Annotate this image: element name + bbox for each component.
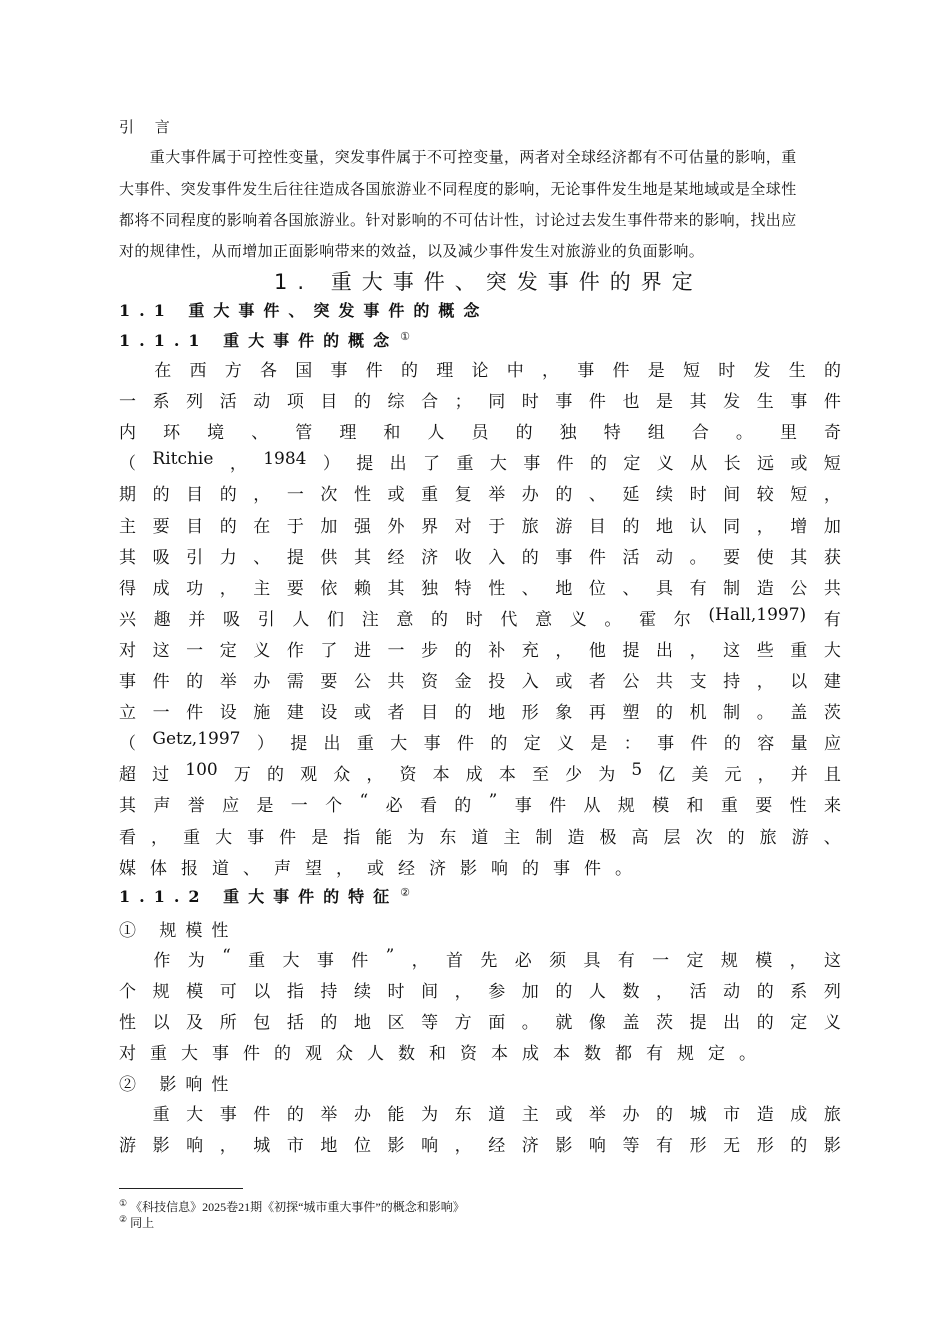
footnote-ref-1[interactable]: ① bbox=[400, 329, 419, 343]
body-text-line: 兴 趣 并 吸 引 人 们 注 意 的 时 代 意 义 。 霍 尔 (Hall,1997) 有 bbox=[119, 604, 841, 630]
body-text-line: 事 件 的 举 办 需 要 公 共 资 金 投 入 或 者 公 共 支 持 ， 以 建 bbox=[119, 672, 841, 692]
body-text-line: （ Getz,1997 ） 提 出 重 大 事 件 的 定 义 是 ： 事 件 的 容 量 应 bbox=[119, 729, 841, 755]
intro-title: 引 言 bbox=[119, 118, 178, 136]
intro-paragraph-line: 大事件、突发事件发生后往往造成各国旅游业不同程度的影响，无论事件发生地是某地域或是全球性 bbox=[119, 180, 797, 198]
heading-1-1-2 bbox=[119, 884, 419, 907]
heading-1-1-2-text: 1.1.2 重大事件的特征 bbox=[119, 887, 399, 906]
body-text-line: 主 要 目 的 在 于 加 强 外 界 对 于 旅 游 目 的 地 认 同 ， 增 加 bbox=[119, 516, 841, 537]
footnote-2 bbox=[119, 1214, 154, 1231]
feature-1-title: ① 规模性 bbox=[119, 921, 238, 941]
body-text-line: 个 规 模 可 以 指 持 续 时 间 ， 参 加 的 人 数 ， 活 动 的 系 列 bbox=[119, 982, 841, 1002]
footnote-1-mark: ① bbox=[119, 1198, 128, 1208]
intro-paragraph-line: 都将不同程度的影响着各国旅游业。针对影响的不可估计性，讨论过去发生事件带来的影响，找出应 bbox=[119, 211, 797, 229]
body-text-line: 性 以 及 所 包 括 的 地 区 等 方 面 。 就 像 盖 茨 提 出 的 定 义 bbox=[119, 1013, 841, 1033]
body-text-line: 媒体报道、声望，或经济影响的事件。 bbox=[119, 858, 646, 879]
body-text-line: 看 ， 重 大 事 件 是 指 能 为 东 道 主 制 造 极 高 层 次 的 旅 游 、 bbox=[119, 827, 841, 848]
body-text-line: 在 西 方 各 国 事 件 的 理 论 中 ， 事 件 是 短 时 发 生 的 bbox=[154, 361, 841, 381]
intro-paragraph-line: 重大事件属于可控性变量，突发事件属于不可控变量，两者对全球经济都有不可估量的影响，重 bbox=[119, 148, 797, 166]
heading-1: 1. 重大事件、突发事件的界定 bbox=[274, 270, 703, 294]
footnote-2-mark: ② bbox=[119, 1214, 128, 1224]
body-text-line: 对重大事件的观众人数和资本成本数都有规定。 bbox=[119, 1044, 770, 1064]
body-text-line: 内 环 境 、 管 理 和 人 员 的 独 特 组 合 。 里 奇 bbox=[119, 423, 841, 444]
body-text-line: （ Ritchie ， 1984 ） 提 出 了 重 大 事 件 的 定 义 从 长 远 或 短 bbox=[119, 449, 841, 475]
heading-1-1-1-text: 1.1.1 重大事件的概念 bbox=[119, 331, 399, 350]
body-text-line: 重 大 事 件 的 举 办 能 为 东 道 主 或 举 办 的 城 市 造 成 旅 bbox=[152, 1105, 841, 1125]
body-text-line: 其 声 誉 应 是 一 个 “ 必 看 的 ” 事 件 从 规 模 和 重 要 性 来 bbox=[119, 791, 841, 817]
body-text-line: 对 这 一 定 义 作 了 进 一 步 的 补 充 ， 他 提 出 ， 这 些 重 大 bbox=[119, 640, 841, 661]
body-text-line: 得 成 功 ， 主 要 依 赖 其 独 特 性 、 地 位 、 具 有 制 造 公 共 bbox=[119, 578, 841, 599]
heading-1-1-1 bbox=[119, 328, 419, 351]
heading-1-1: 1.1 重大事件、突发事件的概念 bbox=[119, 301, 489, 320]
footnote-separator bbox=[119, 1188, 243, 1189]
footnote-1-text: 《科技信息》2025卷21期《初探“城市重大事件”的概念和影响》 bbox=[130, 1200, 465, 1214]
footnote-ref-2[interactable]: ② bbox=[400, 885, 419, 899]
body-text-line: 超 过 100 万 的 观 众 ， 资 本 成 本 至 少 为 5 亿 美 元 ， 并 且 bbox=[119, 760, 841, 786]
footnote-2-text: 同上 bbox=[130, 1216, 155, 1230]
body-text-line: 游 影 响 ， 城 市 地 位 影 响 ， 经 济 影 响 等 有 形 无 形 的 影 bbox=[119, 1136, 841, 1156]
body-text-line: 立 一 件 设 施 建 设 或 者 目 的 地 形 象 再 塑 的 机 制 。 盖 茨 bbox=[119, 703, 841, 724]
intro-paragraph-line: 对的规律性，从而增加正面影响带来的效益，以及减少事件发生对旅游业的负面影响。 bbox=[119, 242, 705, 260]
body-text-line: 其 吸 引 力 、 提 供 其 经 济 收 入 的 事 件 活 动 。 要 使 其 获 bbox=[119, 547, 841, 568]
body-text-line: 作 为 “ 重 大 事 件 ” ， 首 先 必 须 具 有 一 定 规 模 ， 这 bbox=[153, 946, 841, 971]
feature-2-title: ② 影响性 bbox=[119, 1075, 238, 1095]
body-text-line: 期 的 目 的 ， 一 次 性 或 重 复 举 办 的 、 延 续 时 间 较 短 ， bbox=[119, 485, 841, 506]
footnote-1 bbox=[119, 1198, 465, 1215]
body-text-line: 一 系 列 活 动 项 目 的 综 合 ； 同 时 事 件 也 是 其 发 生 事 件 bbox=[119, 392, 841, 413]
